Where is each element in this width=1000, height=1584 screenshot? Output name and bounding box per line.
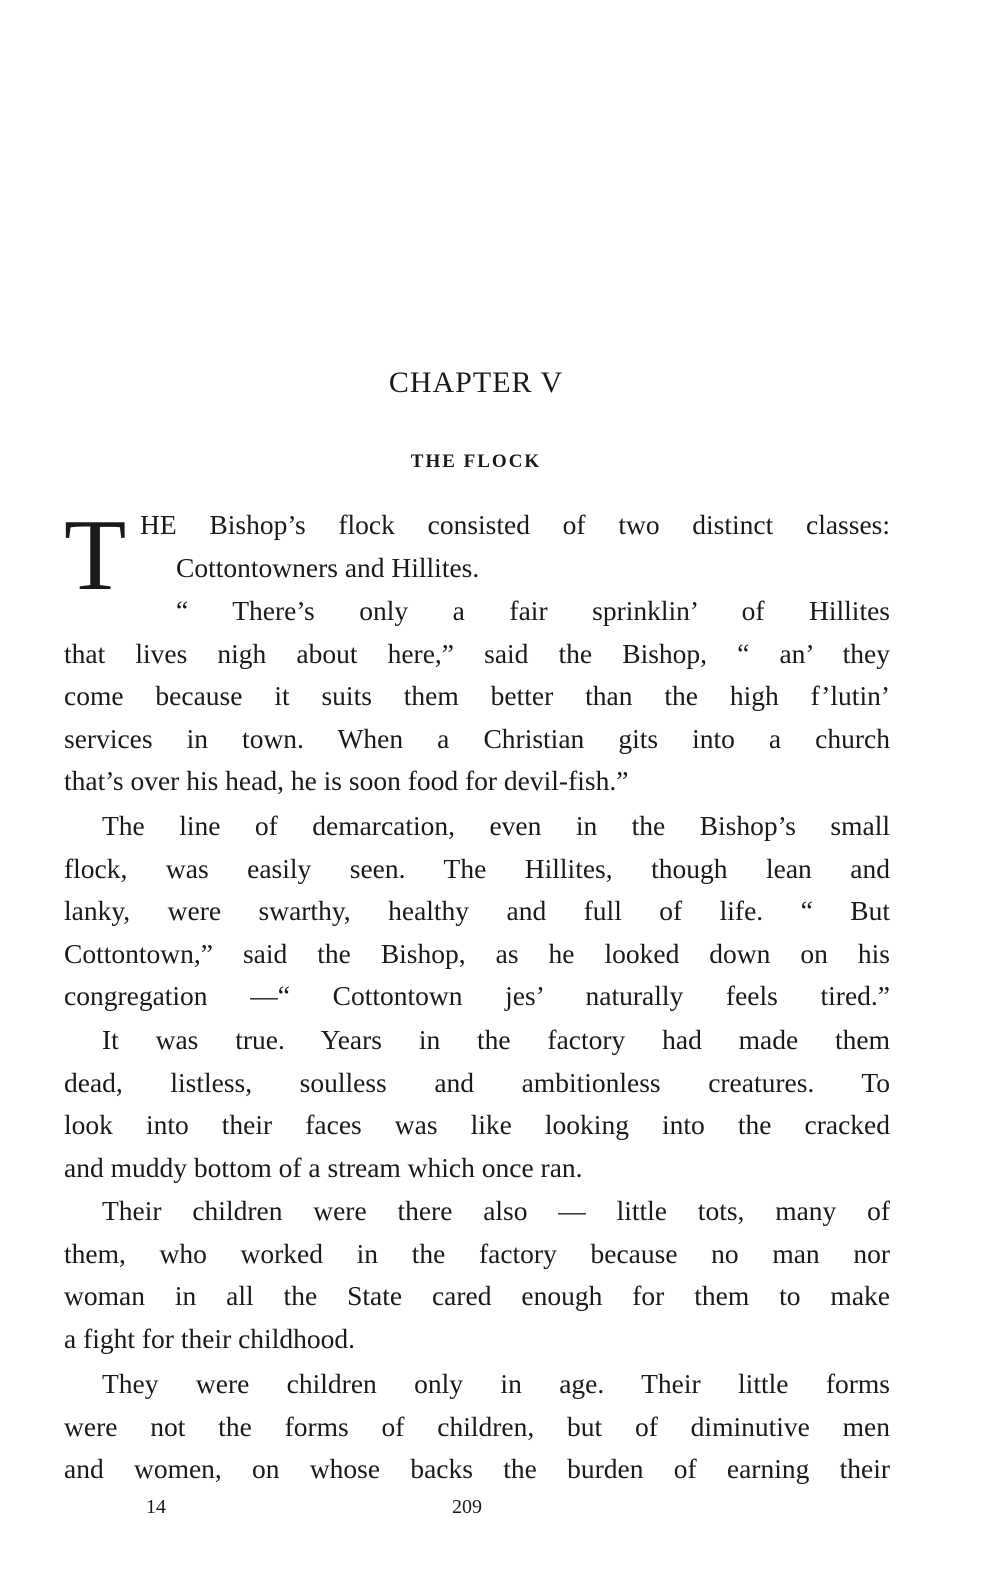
paragraph-1 [64, 590, 890, 803]
text-line: services in town. When a Christian gits into a church [64, 722, 890, 754]
text-line: It was true. Years in the factory had made them [102, 1024, 890, 1055]
text-line: were not the forms of children, but of diminutive men [64, 1410, 890, 1442]
paragraph-2 [64, 805, 890, 1018]
chapter-subtitle: THE FLOCK [410, 451, 542, 472]
drop-cap: T [64, 499, 127, 612]
paragraph-4 [64, 1190, 890, 1360]
opening-line-2: Cottontowners and Hillites. [176, 552, 480, 583]
paragraph-3 [64, 1019, 890, 1189]
text-line: flock, was easily seen. The Hillites, though lean and [64, 852, 890, 884]
text-line: a fight for their childhood. [64, 1322, 355, 1354]
text-line: and women, on whose backs the burden of earning their [64, 1453, 890, 1485]
paragraph-5 [64, 1363, 890, 1491]
signature-mark: 14 [146, 1496, 166, 1518]
text-line: lanky, were swarthy, healthy and full of life. “ But [64, 895, 890, 927]
text-line: congregation —“ Cottontown jes’ naturally feels tired.” [64, 980, 890, 1012]
text-line: look into their faces was like looking into the cracked [64, 1109, 890, 1141]
chapter-heading: CHAPTER V [388, 366, 564, 399]
opening-line-1: HE Bishop’s flock consisted of two distinct classes: [140, 509, 890, 540]
text-line: come because it suits them better than the high f’lutin’ [64, 680, 890, 712]
text-line: them, who worked in the factory because no man nor [64, 1237, 890, 1269]
text-line: dead, listless, soulless and ambitionless creatures. To [64, 1066, 890, 1098]
text-line: that’s over his head, he is soon food for devil-fish.” [64, 765, 629, 797]
text-line: Their children were there also — little tots, many of [102, 1195, 890, 1226]
page-number: 209 [452, 1496, 482, 1518]
text-line: “ There’s only a fair sprinklin’ of Hillites [176, 595, 890, 626]
text-line: The line of demarcation, even in the Bishop’s small [102, 810, 890, 841]
text-line: and muddy bottom of a stream which once ran. [64, 1151, 583, 1183]
text-line: They were children only in age. Their little forms [102, 1368, 890, 1399]
text-line: woman in all the State cared enough for them to make [64, 1280, 890, 1312]
text-line: Cottontown,” said the Bishop, as he looked down on his [64, 937, 890, 969]
text-line: that lives nigh about here,” said the Bishop, “ an’ they [64, 637, 890, 669]
